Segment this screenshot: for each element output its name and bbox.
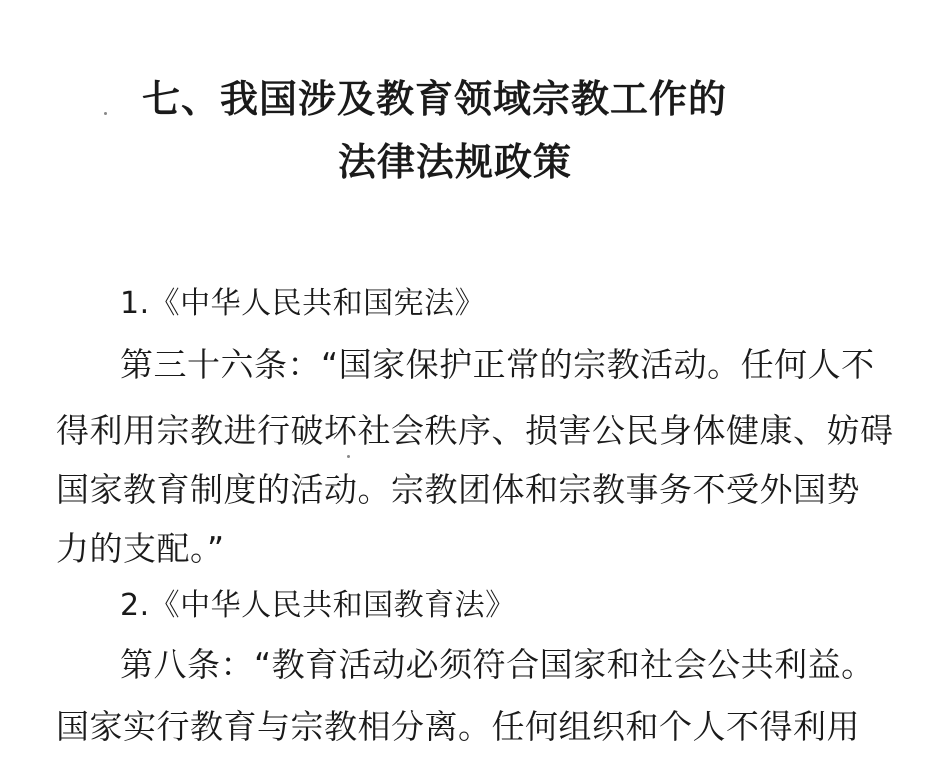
document-title-line-1: 七、我国涉及教育领域宗教工作的 — [142, 76, 728, 121]
article-36-line-1: 第三十六条：“国家保护正常的宗教活动。任何人不 — [120, 345, 875, 384]
article-36-line-3: 国家教育制度的活动。宗教团体和宗教事务不受外国势 — [56, 470, 860, 509]
scan-speck — [104, 112, 107, 115]
section-heading-constitution: 1.《中华人民共和国宪法》 — [120, 286, 486, 321]
article-36-line-2: 得利用宗教进行破坏社会秩序、损害公民身体健康、妨碍 — [56, 411, 894, 450]
article-8-line-1: 第八条：“教育活动必须符合国家和社会公共利益。 — [120, 645, 875, 684]
section-heading-education-law: 2.《中华人民共和国教育法》 — [120, 588, 516, 623]
article-8-line-2: 国家实行教育与宗教相分离。任何组织和个人不得利用 — [56, 707, 860, 746]
article-36-line-4: 力的支配。” — [56, 529, 225, 568]
scan-speck — [347, 455, 350, 458]
document-title-line-2: 法律法规政策 — [338, 139, 573, 184]
